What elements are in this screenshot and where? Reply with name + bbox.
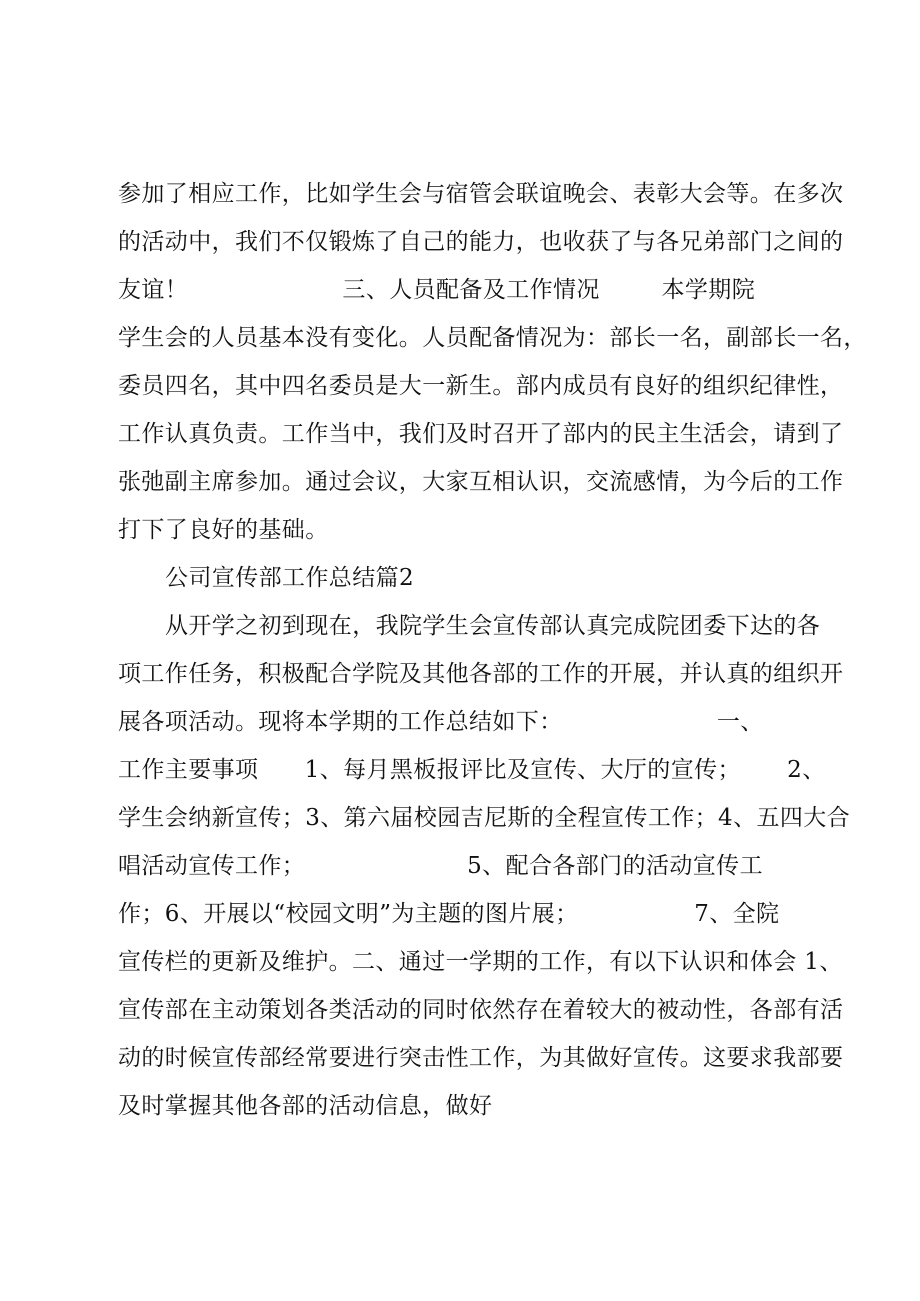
- text-line: 学生会的人员基本没有变化。人员配备情况为：部长一名，副部长一名，: [118, 325, 867, 351]
- text-line: 作；6、开展以“校园文明”为主题的图片展； 7、全院: [118, 901, 780, 927]
- text-line: 张弛副主席参加。通过会议，大家互相认识，交流感情，为今后的工作: [118, 469, 844, 495]
- text-line: 展各项活动。现将本学期的工作总结如下： 一、: [118, 709, 764, 735]
- text-line: 打下了良好的基础。: [118, 517, 329, 543]
- section-heading: 公司宣传部工作总结篇2: [165, 565, 415, 591]
- text-line: 委员四名，其中四名委员是大一新生。部内成员有良好的组织纪律性，: [118, 373, 844, 399]
- text-line: 参加了相应工作，比如学生会与宿管会联谊晚会、表彰大会等。在多次: [118, 181, 844, 207]
- text-line: 宣传部在主动策划各类活动的同时依然存在着较大的被动性，各部有活: [118, 997, 844, 1023]
- text-line: 宣传栏的更新及维护。二、通过一学期的工作，有以下认识和体会 1、: [118, 949, 843, 975]
- text-line: 友谊！ 三、人员配备及工作情况 本学期院: [118, 277, 756, 303]
- text-line: 唱活动宣传工作； 5、配合各部门的活动宣传工: [118, 853, 763, 879]
- text-line: 学生会纳新宣传；3、第六届校园吉尼斯的全程宣传工作；4、五四大合: [118, 805, 851, 831]
- text-line: 及时掌握其他各部的活动信息，做好: [118, 1093, 493, 1119]
- text-line: 项工作任务，积极配合学院及其他各部的工作的开展，并认真的组织开: [118, 661, 844, 687]
- text-line: 动的时候宣传部经常要进行突击性工作，为其做好宣传。这要求我部要: [118, 1045, 844, 1071]
- text-line: 从开学之初到现在，我院学生会宣传部认真完成院团委下达的各: [165, 613, 821, 639]
- text-line: 工作主要事项 1、每月黑板报评比及宣传、大厅的宣传； 2、: [118, 757, 826, 783]
- text-line: 的活动中，我们不仅锻炼了自己的能力，也收获了与各兄弟部门之间的: [118, 229, 844, 255]
- text-line: 工作认真负责。工作当中，我们及时召开了部内的民主生活会，请到了: [118, 421, 844, 447]
